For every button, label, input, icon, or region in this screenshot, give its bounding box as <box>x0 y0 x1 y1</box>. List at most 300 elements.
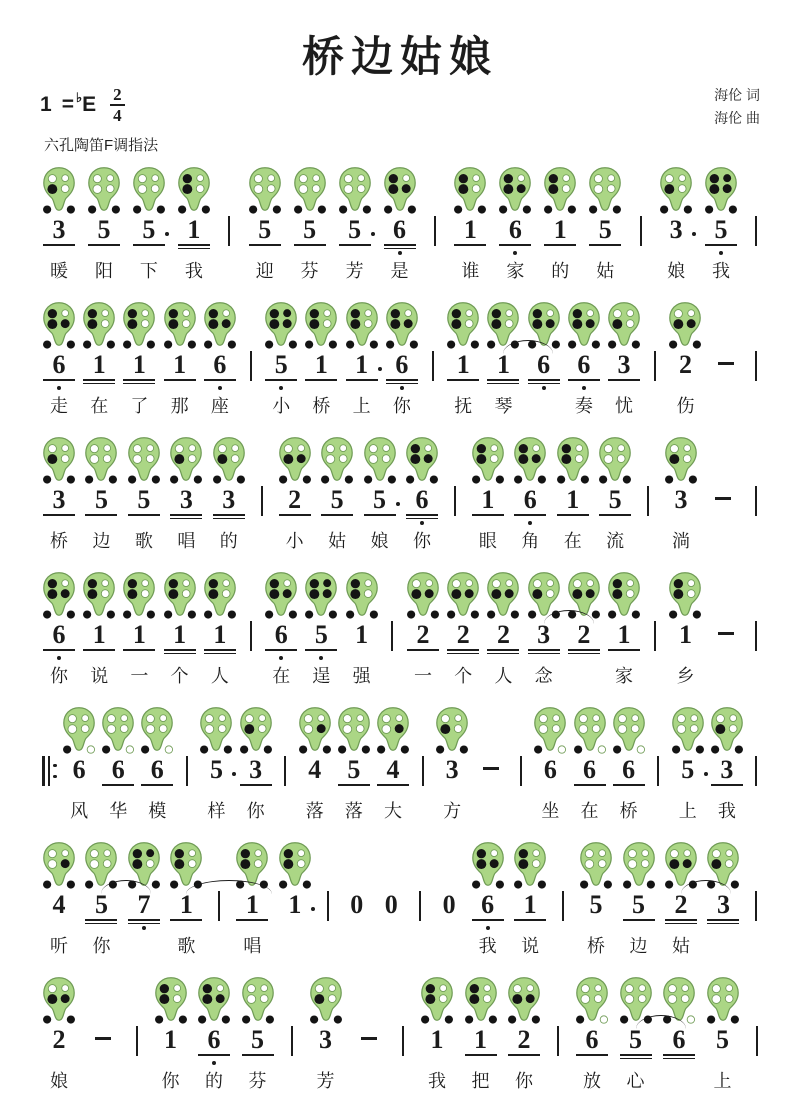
beam-line <box>447 653 479 655</box>
lyric-char: 人 <box>210 666 229 686</box>
note-cell <box>622 839 656 956</box>
ocarina-fingering-icon <box>343 301 381 351</box>
note-number: 1 <box>471 486 505 526</box>
note-number: 5 <box>132 216 166 256</box>
note-number: 3 <box>42 216 76 256</box>
beam-line <box>213 518 245 520</box>
note-cell <box>248 164 282 281</box>
beam-line <box>43 514 75 516</box>
beam-line <box>407 649 439 651</box>
ocarina-diagram <box>444 569 482 621</box>
ocarina-diagram <box>40 839 78 891</box>
beam-line <box>294 244 326 246</box>
note-cell <box>154 974 188 1091</box>
ocarina-fingering-icon <box>361 436 399 486</box>
note-number: 6 <box>101 756 135 796</box>
note-cell <box>127 434 161 551</box>
dash-mark <box>95 1037 111 1040</box>
barline <box>651 704 666 821</box>
ocarina-diagram <box>451 164 489 216</box>
beam-line <box>568 653 600 655</box>
note-cell <box>140 704 174 821</box>
lyric-char: 方 <box>443 801 462 821</box>
dash-mark <box>715 497 731 500</box>
beam-line <box>339 244 371 246</box>
ocarina-diagram <box>565 299 603 351</box>
ocarina-fingering-icon <box>702 166 740 216</box>
ocarina-diagram <box>361 434 399 486</box>
dash-mark <box>361 1037 377 1040</box>
key-do: 1 <box>40 93 52 116</box>
beam-line <box>240 784 272 786</box>
note-cell <box>304 299 338 416</box>
lyric-char: 强 <box>352 666 371 686</box>
note-cell <box>293 164 327 281</box>
ocarina-diagram <box>237 704 275 756</box>
lyric-char: 华 <box>109 801 128 821</box>
ocarina-fingering-icon <box>662 436 700 486</box>
barline <box>385 569 400 686</box>
ocarina-fingering-icon <box>620 841 658 891</box>
note-number: 3 <box>659 216 693 256</box>
beam-line <box>242 1054 274 1056</box>
note-cell <box>169 434 203 551</box>
note-cell <box>345 569 379 686</box>
ocarina-fingering-icon <box>40 166 78 216</box>
note-number: 1 <box>177 216 211 256</box>
beam-line <box>198 1054 230 1056</box>
note-cell <box>435 704 469 821</box>
ocarina-diagram <box>702 164 740 216</box>
note-number: 4 <box>376 756 410 796</box>
beam-line <box>384 248 416 250</box>
ocarina-fingering-icon <box>403 436 441 486</box>
note-number: 6 <box>197 1026 231 1066</box>
barline <box>278 704 293 821</box>
barline-mark <box>657 756 659 786</box>
ocarina-fingering-icon <box>40 976 78 1026</box>
ocarina-fingering-icon <box>82 436 120 486</box>
composer-credit: 海伦 曲 <box>714 110 760 126</box>
note-cell <box>363 434 397 551</box>
ocarina-diagram <box>484 569 522 621</box>
lyric-char: 走 <box>50 396 68 416</box>
note-number: 3 <box>607 351 641 391</box>
lyric-char: 样 <box>207 801 226 821</box>
ocarina-fingering-icon <box>60 706 98 756</box>
ocarina-diagram <box>82 434 120 486</box>
lyric-char: 你 <box>50 666 68 686</box>
ocarina-fingering-icon <box>343 571 381 621</box>
barline <box>749 434 764 551</box>
note-number: 5 <box>337 756 371 796</box>
beam-line <box>85 514 117 516</box>
barline <box>633 164 648 281</box>
note-cell <box>42 974 76 1091</box>
lyric-char: 个 <box>170 666 189 686</box>
note-number: 1 <box>235 891 269 931</box>
note-number: 5 <box>338 216 372 256</box>
ocarina-fingering-icon <box>586 166 624 216</box>
note-number: 1 <box>513 891 547 931</box>
lyric-char: 奏 <box>574 396 593 416</box>
beam-line <box>608 379 640 381</box>
note-cell <box>84 839 118 956</box>
beam-line <box>620 1054 652 1056</box>
barline <box>284 974 299 1091</box>
lyric-char: 的 <box>219 531 238 551</box>
ocarina-fingering-icon <box>195 976 233 1026</box>
barline <box>212 839 227 956</box>
note-number: 5 <box>248 216 282 256</box>
beam-line <box>321 514 353 516</box>
beam-line <box>528 383 560 385</box>
score-row <box>0 839 800 956</box>
note-number: 3 <box>42 486 76 526</box>
ocarina-fingering-icon <box>40 841 78 891</box>
ocarina-diagram <box>336 164 374 216</box>
note-cell <box>345 299 379 416</box>
note-cell <box>471 434 505 551</box>
ocarina-diagram <box>239 974 277 1026</box>
barline <box>129 974 144 1091</box>
held-note-dash <box>474 704 508 821</box>
note-cell <box>464 974 498 1091</box>
barline-mark <box>250 621 252 651</box>
note-number: 1 <box>163 621 197 661</box>
note-cell <box>337 704 371 821</box>
note-cell <box>42 839 76 956</box>
time-signature <box>110 86 125 124</box>
note-cell <box>82 569 116 686</box>
note-number: 6 <box>567 351 601 391</box>
note-number: 6 <box>612 756 646 796</box>
ocarina-fingering-icon <box>40 436 78 486</box>
ocarina-diagram <box>577 839 615 891</box>
ocarina-diagram <box>276 434 314 486</box>
ocarina-fingering-icon <box>511 841 549 891</box>
note-number: 6 <box>573 756 607 796</box>
barline-mark <box>284 756 286 786</box>
ocarina-fingering-icon <box>125 436 163 486</box>
beam-line <box>279 514 311 516</box>
ocarina-fingering-icon <box>80 571 118 621</box>
lyric-char: 姑 <box>671 936 690 956</box>
beam-line <box>514 514 546 516</box>
ocarina-diagram <box>469 839 507 891</box>
beam-line <box>472 514 504 516</box>
ocarina-diagram <box>496 164 534 216</box>
ocarina-diagram <box>531 704 569 756</box>
beam-line <box>487 379 519 381</box>
lyric-char: 模 <box>148 801 167 821</box>
score <box>0 164 800 1109</box>
score-row <box>0 569 800 686</box>
ocarina-diagram <box>586 164 624 216</box>
ocarina-diagram <box>302 299 340 351</box>
ocarina-fingering-icon <box>175 166 213 216</box>
lyric-char: 人 <box>494 666 513 686</box>
lyric-char: 在 <box>272 666 291 686</box>
page-title: 桥边姑娘 <box>301 33 498 80</box>
note-number: 3 <box>710 756 744 796</box>
ocarina-fingering-icon <box>496 166 534 216</box>
ocarina-fingering-icon <box>239 976 277 1026</box>
ocarina-diagram <box>444 299 482 351</box>
note-cell <box>338 164 372 281</box>
time-unit: 4 <box>113 106 122 125</box>
note-cell <box>278 839 312 956</box>
barline-mark <box>654 621 656 651</box>
lyric-char: 小 <box>272 396 291 416</box>
lyric-char: 逞 <box>312 666 331 686</box>
beam-line <box>83 379 115 381</box>
note-number: 5 <box>199 756 233 796</box>
lyric-char: 那 <box>170 396 189 416</box>
note-cell <box>127 839 161 956</box>
note-cell <box>212 434 246 551</box>
lyric-char: 角 <box>521 531 540 551</box>
note-cell <box>668 299 702 416</box>
ocarina-fingering-icon <box>444 571 482 621</box>
beam-line <box>123 383 155 385</box>
ocarina-fingering-icon <box>666 301 704 351</box>
lyric-char: 淌 <box>672 531 690 551</box>
dash-mark <box>718 362 734 365</box>
barline-mark <box>520 756 522 786</box>
note-cell <box>84 434 118 551</box>
ocarina-diagram <box>383 299 421 351</box>
beam-line <box>499 244 531 246</box>
beam-line <box>164 653 196 655</box>
ocarina-fingering-icon <box>291 166 329 216</box>
ocarina-fingering-icon <box>605 571 643 621</box>
ocarina-fingering-icon <box>80 301 118 351</box>
lyric-char: 小 <box>285 531 304 551</box>
ocarina-fingering-icon <box>418 976 456 1026</box>
note-number: 5 <box>671 756 705 796</box>
beam-line <box>85 923 117 925</box>
ocarina-diagram <box>669 704 707 756</box>
barline-mark <box>391 621 393 651</box>
note-number: 1 <box>169 891 203 931</box>
ocarina-fingering-icon <box>565 301 603 351</box>
ocarina-diagram <box>335 704 373 756</box>
ocarina-fingering-icon <box>708 706 746 756</box>
ocarina-diagram <box>246 164 284 216</box>
ocarina-fingering-icon <box>276 841 314 891</box>
beam-line <box>613 784 645 786</box>
note-cell <box>87 164 121 281</box>
beam-line <box>663 1058 695 1060</box>
dotted-note-dot <box>378 367 382 371</box>
ocarina-fingering-icon <box>318 436 356 486</box>
note-number: 2 <box>446 621 480 661</box>
lyric-char: 谁 <box>461 261 480 281</box>
note-number: 1 <box>678 620 692 649</box>
note-cell <box>42 569 76 686</box>
beam-line <box>384 244 416 246</box>
ocarina-fingering-icon <box>161 301 199 351</box>
score-row <box>0 434 800 551</box>
barline <box>254 434 269 551</box>
beam-line <box>386 383 418 385</box>
note-number: 2 <box>278 486 312 526</box>
beam-line <box>663 1054 695 1056</box>
ocarina-diagram <box>197 704 235 756</box>
beam-line <box>164 649 196 651</box>
lyric-char: 在 <box>90 396 109 416</box>
ocarina-diagram <box>462 974 500 1026</box>
ocarina-diagram <box>511 839 549 891</box>
ocarina-fingering-icon <box>451 166 489 216</box>
beam-line <box>576 1054 608 1056</box>
beam-line <box>707 919 739 921</box>
dotted-note-dot <box>232 772 236 776</box>
barline <box>749 974 764 1091</box>
note-cell <box>607 569 641 686</box>
ocarina-fingering-icon <box>541 166 579 216</box>
note-cell <box>446 569 480 686</box>
lyric-char: 桥 <box>587 936 606 956</box>
note-cell <box>659 164 693 281</box>
beam-line <box>528 379 560 381</box>
lyric-char: 的 <box>205 1071 223 1091</box>
barline-mark <box>647 486 649 516</box>
note-number: 6 <box>385 351 419 391</box>
note-cell <box>383 164 417 281</box>
note-cell <box>169 839 203 956</box>
dash-mark <box>483 767 499 770</box>
ocarina-fingering-icon <box>433 706 471 756</box>
note-cell <box>567 569 601 686</box>
ocarina-diagram <box>381 164 419 216</box>
lyric-char: 忧 <box>615 396 634 416</box>
ocarina-fingering-icon <box>237 706 275 756</box>
beam-line <box>364 514 396 516</box>
ocarina-fingering-icon <box>573 976 611 1026</box>
beam-line <box>705 244 737 246</box>
note-number: 1 <box>607 621 641 661</box>
dotted-note-dot <box>311 907 315 911</box>
time-beats: 2 <box>110 86 125 106</box>
note-cell <box>575 974 609 1091</box>
lyric-char: 上 <box>352 396 371 416</box>
barline-mark <box>654 351 656 381</box>
note-number: 4 <box>308 755 322 784</box>
note-number: 1 <box>446 351 480 391</box>
note-number: 1 <box>430 1025 444 1054</box>
beam-line <box>465 1054 497 1056</box>
ocarina-fingering-icon <box>99 706 137 756</box>
lyric-char: 坐 <box>541 801 560 821</box>
lyric-char: 迎 <box>255 261 274 281</box>
barline-mark <box>755 351 757 381</box>
ocarina-fingering-icon <box>381 166 419 216</box>
note-cell <box>598 434 632 551</box>
barline-mark <box>434 216 436 246</box>
ocarina-diagram <box>571 704 609 756</box>
held-note-dash <box>709 299 743 416</box>
lyric-char: 了 <box>130 396 149 416</box>
note-number: 6 <box>513 486 547 526</box>
note-number: 3 <box>445 755 459 784</box>
beam-line <box>406 518 438 520</box>
beam-line <box>43 379 75 381</box>
lyric-char: 流 <box>606 531 625 551</box>
lyric-char: 是 <box>390 261 409 281</box>
note-number: 2 <box>486 621 520 661</box>
note-cell <box>304 569 338 686</box>
note-number: 1 <box>355 620 369 649</box>
barline <box>243 299 258 416</box>
barline-mark <box>755 486 757 516</box>
beam-line <box>544 244 576 246</box>
dotted-note-dot <box>692 232 696 236</box>
beam-line <box>170 919 202 921</box>
ocarina-fingering-icon <box>374 706 412 756</box>
beam-line <box>487 649 519 651</box>
ocarina-diagram <box>262 299 300 351</box>
barline <box>179 704 194 821</box>
note-number: 7 <box>127 891 161 931</box>
rest-number: 0 <box>442 890 456 919</box>
note-cell <box>710 704 744 821</box>
beam-line <box>528 653 560 655</box>
note-cell <box>278 434 312 551</box>
low-octave-dot <box>400 386 404 390</box>
beam-line <box>249 244 281 246</box>
note-cell <box>42 299 76 416</box>
ocarina-fingering-icon <box>704 976 742 1026</box>
beam-line <box>454 244 486 246</box>
ocarina-fingering-icon <box>120 301 158 351</box>
note-number: 3 <box>212 486 246 526</box>
ocarina-fingering-icon <box>246 166 284 216</box>
ocarina-diagram <box>210 434 248 486</box>
note-cell <box>664 839 698 956</box>
note-cell <box>486 299 520 416</box>
note-number: 1 <box>453 216 487 256</box>
ocarina-fingering-icon <box>85 166 123 216</box>
ocarina-diagram <box>138 704 176 756</box>
lyric-char: 眼 <box>478 531 497 551</box>
ocarina-fingering-icon <box>197 706 235 756</box>
barline-mark <box>250 351 252 381</box>
barline <box>447 434 462 551</box>
note-cell <box>486 569 520 686</box>
beam-line <box>514 919 546 921</box>
lyric-char: 我 <box>478 936 497 956</box>
note-number: 5 <box>320 486 354 526</box>
key-signature <box>40 86 125 124</box>
ocarina-diagram <box>40 434 78 486</box>
lyric-char: 桥 <box>619 801 638 821</box>
note-number: 6 <box>405 486 439 526</box>
beam-line <box>141 784 173 786</box>
note-number: 1 <box>556 486 590 526</box>
beam-line <box>620 1058 652 1060</box>
lyric-char: 娘 <box>667 261 686 281</box>
lyric-char: 姑 <box>596 261 615 281</box>
lyric-char: 把 <box>471 1071 490 1091</box>
beam-line <box>568 649 600 651</box>
ocarina-diagram <box>40 164 78 216</box>
held-note-dash <box>352 974 386 1091</box>
lyric-char: 阳 <box>94 261 113 281</box>
note-number: 5 <box>622 891 656 931</box>
lyric-char: 听 <box>50 936 68 956</box>
